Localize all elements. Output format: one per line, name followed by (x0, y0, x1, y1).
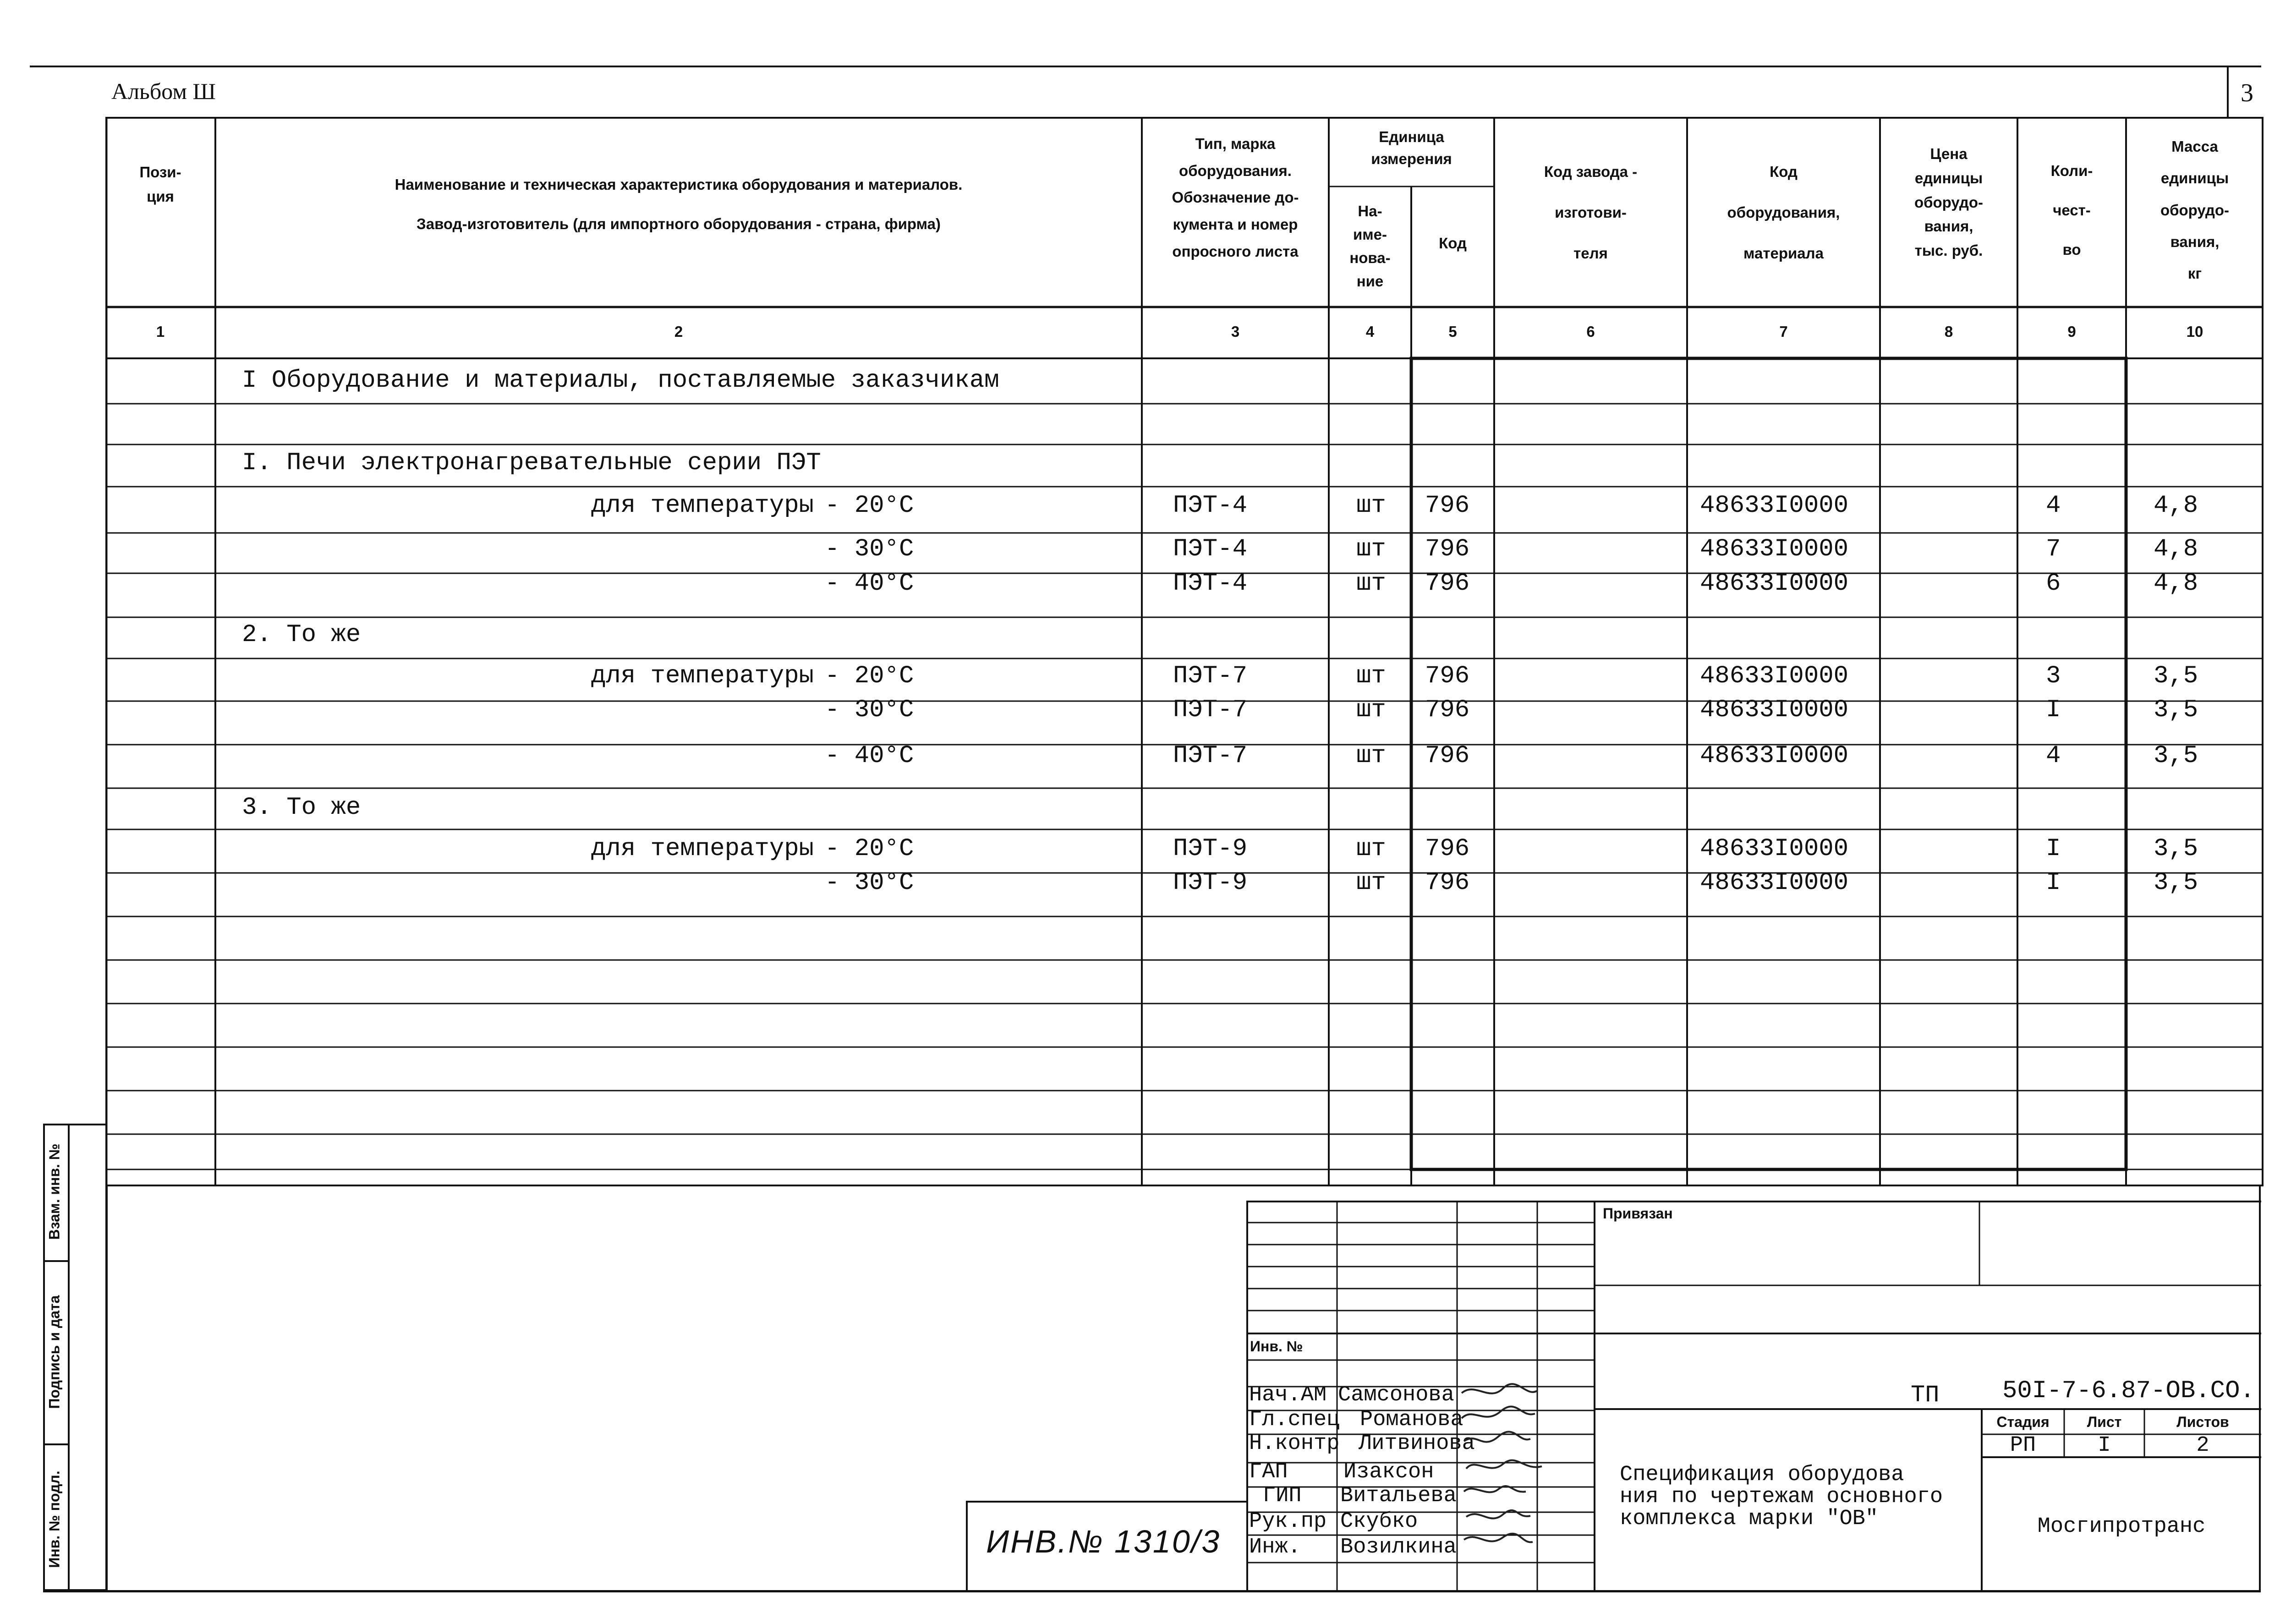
col-header-type: Тип, марка оборудования. Обозначение до- кумента и номер опросного листа (1172, 135, 1299, 260)
table-grid (105, 117, 2264, 1185)
col-number-2: 2 (674, 323, 683, 340)
sheets-value: 2 (2196, 1433, 2209, 1458)
document-description: Спецификация оборудова ния по чертежам основного комплекса марки "ОВ" (1620, 1463, 1943, 1531)
quantity-value: I (2046, 835, 2061, 863)
temperature-value: - 20°С (825, 662, 914, 690)
title-block (1246, 1201, 2261, 1592)
unit-value: шт (1356, 570, 1386, 598)
code-prefix: ТП (1911, 1382, 1940, 1409)
col-number-10: 10 (2186, 323, 2203, 340)
quantity-value: 4 (2046, 742, 2061, 770)
specification-table (105, 117, 2264, 1185)
quantity-value: 7 (2046, 535, 2061, 563)
person-name: Литвинова (1359, 1432, 1475, 1456)
temperature-value: - 30°С (825, 535, 914, 563)
equipment-code-value: 48633I0000 (1700, 492, 1849, 520)
document-code: 50I-7-6.87-ОВ.СО. (2002, 1377, 2255, 1405)
temperature-value: - 20°С (825, 835, 914, 863)
organization-name: Мосгипротранс (2037, 1514, 2206, 1539)
sheet-number-box (2227, 66, 2265, 117)
inventory-number: ИНВ.№ 1310/3 (986, 1524, 1221, 1559)
quantity-value: 4 (2046, 492, 2061, 520)
side-stamp (43, 1124, 107, 1591)
side-stamp-inv-orig: Инв. № подл. (46, 1470, 63, 1568)
temp-label: для температуры (591, 662, 814, 690)
col-header-position: Пози- ция (139, 164, 181, 205)
sheet-number: 3 (2241, 79, 2253, 107)
stage-label: Стадия (1996, 1414, 2050, 1430)
mass-value: 4,8 (2154, 535, 2198, 563)
mass-value: 4,8 (2154, 492, 2198, 520)
sheet-value: I (2098, 1433, 2111, 1458)
equipment-code-value: 48633I0000 (1700, 869, 1849, 897)
col-number-7: 7 (1779, 323, 1788, 340)
col-number-3: 3 (1231, 323, 1240, 340)
col-header-name: Наименование и техническая характеристика оборудования и материалов. Завод-изготовитель (для импортного оборудования - страна, фирма) (395, 176, 963, 232)
inv-number-label: Инв. № (1250, 1338, 1303, 1355)
group-title-2: 2. То же (242, 621, 361, 649)
unit-code-value: 796 (1425, 869, 1470, 897)
unit-code-value: 796 (1425, 696, 1470, 724)
person-name: Скубко (1340, 1509, 1418, 1534)
album-label: Альбом Ш (111, 78, 216, 104)
temp-label: для температуры (591, 492, 814, 520)
col-header-price: Цена единицы оборудо- вания, тыс. руб. (1914, 145, 1984, 259)
unit-code-value: 796 (1425, 742, 1470, 770)
col-header-unit-name: На- име- нова- ние (1349, 203, 1391, 290)
unit-code-value: 796 (1425, 662, 1470, 690)
col-number-8: 8 (1944, 323, 1953, 340)
role-label: Гл.спец (1249, 1408, 1340, 1432)
type-value: ПЭТ-4 (1173, 570, 1248, 598)
unit-value: шт (1356, 696, 1386, 724)
mass-value: 3,5 (2154, 662, 2198, 690)
type-value: ПЭТ-7 (1173, 742, 1248, 770)
mass-value: 3,5 (2154, 869, 2198, 897)
unit-value: шт (1356, 742, 1386, 770)
unit-value: шт (1356, 869, 1386, 897)
unit-value: шт (1356, 662, 1386, 690)
col-header-mass: Масса единицы оборудо- вания, кг (2160, 138, 2230, 282)
signatures (1457, 1338, 1595, 1567)
section-title: I Оборудование и материалы, поставляемые заказчикам (242, 367, 999, 395)
privyazan-label: Привязан (1603, 1205, 1673, 1222)
equipment-code-value: 48633I0000 (1700, 662, 1849, 690)
role-label: ГИП (1263, 1484, 1302, 1508)
sheets-label: Листов (2176, 1414, 2229, 1430)
person-name: Изаксон (1343, 1460, 1434, 1484)
col-header-unit: Единица измерения (1371, 128, 1452, 167)
role-label: Инж. (1249, 1535, 1301, 1559)
role-label: Нач.АМ (1249, 1383, 1327, 1407)
temperature-value: - 40°С (825, 742, 914, 770)
equipment-code-value: 48633I0000 (1700, 742, 1849, 770)
side-stamp-replace-inv: Взам. инв. № (46, 1143, 63, 1240)
type-value: ПЭТ-7 (1173, 696, 1248, 724)
person-name: Возилкина (1340, 1535, 1457, 1559)
person-name: Романова (1360, 1408, 1463, 1432)
quantity-value: 6 (2046, 570, 2061, 598)
group-title-3: 3. То же (242, 794, 361, 822)
side-stamp-signature-date: Подпись и дата (46, 1295, 63, 1409)
unit-value: шт (1356, 492, 1386, 520)
type-value: ПЭТ-7 (1173, 662, 1248, 690)
col-number-1: 1 (156, 323, 165, 340)
type-value: ПЭТ-9 (1173, 835, 1248, 863)
col-header-maker-code: Код завода - изготови- теля (1544, 163, 1638, 262)
type-value: ПЭТ-4 (1173, 535, 1248, 563)
equipment-code-value: 48633I0000 (1700, 535, 1849, 563)
col-number-6: 6 (1586, 323, 1595, 340)
unit-code-value: 796 (1425, 835, 1470, 863)
temperature-value: - 30°С (825, 869, 914, 897)
unit-code-value: 796 (1425, 492, 1470, 520)
col-header-equipment-code: Код оборудования, материала (1727, 163, 1840, 262)
unit-code-value: 796 (1425, 570, 1470, 598)
stage-value: РП (2010, 1433, 2036, 1458)
unit-value: шт (1356, 835, 1386, 863)
unit-code-value: 796 (1425, 535, 1470, 563)
col-header-unit-code: Код (1439, 235, 1467, 252)
mass-value: 3,5 (2154, 835, 2198, 863)
col-number-4: 4 (1365, 323, 1375, 340)
mass-value: 4,8 (2154, 570, 2198, 598)
person-name: Витальева (1340, 1484, 1457, 1508)
quantity-value: 3 (2046, 662, 2061, 690)
role-label: Рук.пр (1249, 1509, 1327, 1534)
col-number-9: 9 (2067, 323, 2076, 340)
equipment-code-value: 48633I0000 (1700, 835, 1849, 863)
type-value: ПЭТ-4 (1173, 492, 1248, 520)
temp-label: для температуры (591, 835, 814, 863)
sheet-label: Лист (2087, 1414, 2122, 1430)
inventory-stamp (966, 1501, 1248, 1592)
group-title-1: I. Печи электронагревательные серии ПЭТ (242, 449, 821, 477)
mass-value: 3,5 (2154, 696, 2198, 724)
equipment-code-value: 48633I0000 (1700, 570, 1849, 598)
role-label: ГАП (1249, 1460, 1288, 1484)
quantity-value: I (2046, 869, 2061, 897)
col-header-quantity: Коли- чест- во (2050, 162, 2093, 258)
type-value: ПЭТ-9 (1173, 869, 1248, 897)
quantity-value: I (2046, 696, 2061, 724)
role-label: Н.контр (1249, 1432, 1340, 1456)
person-name: Самсонова (1338, 1383, 1454, 1407)
mass-value: 3,5 (2154, 742, 2198, 770)
temperature-value: - 30°С (825, 696, 914, 724)
temperature-value: - 40°С (825, 570, 914, 598)
col-number-5: 5 (1448, 323, 1457, 340)
temperature-value: - 20°С (825, 492, 914, 520)
unit-value: шт (1356, 535, 1386, 563)
equipment-code-value: 48633I0000 (1700, 696, 1849, 724)
